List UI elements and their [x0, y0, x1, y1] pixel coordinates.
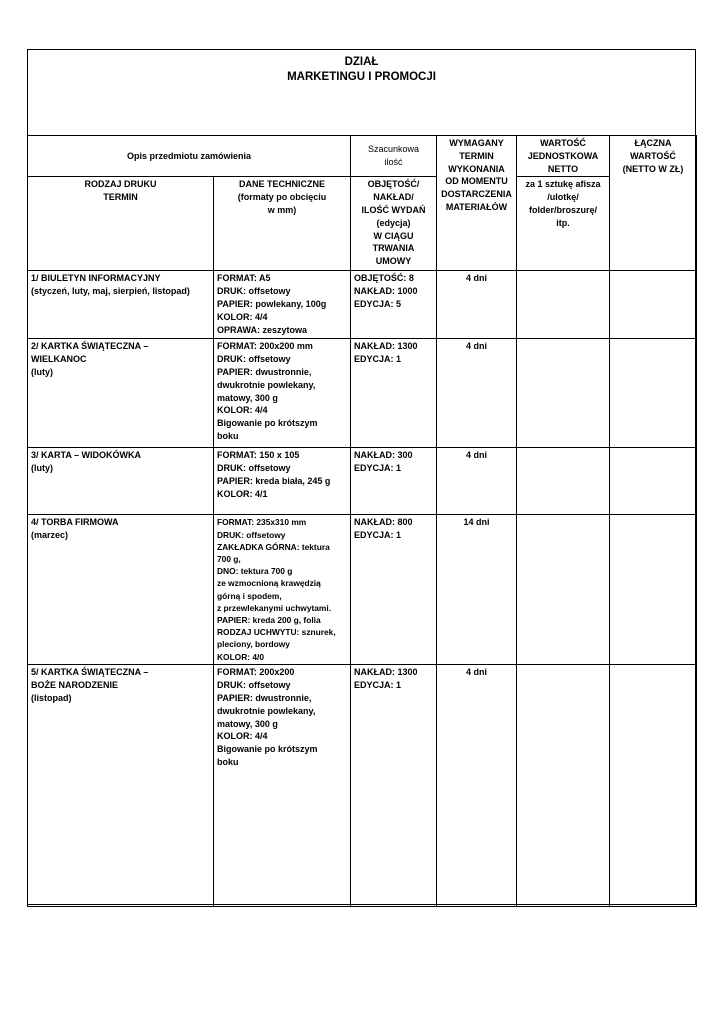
table-row	[28, 515, 697, 665]
row-laczna	[610, 339, 697, 448]
row-termin: 4 dni	[437, 339, 517, 448]
row-rodzaj: 4/ TORBA FIRMOWA (marzec)	[28, 515, 214, 665]
row-dane: FORMAT: 200x200 mm DRUK: offsetowy PAPIER: dwustronnie, dwukrotnie powlekany, matowy, 300 g KOLOR: 4/4 Bigowanie po krótszym boku	[214, 339, 351, 448]
department-title	[28, 50, 695, 136]
row-wartosc	[517, 271, 610, 339]
col-rodzaj: RODZAJ DRUKU TERMIN	[28, 177, 214, 271]
table-row	[28, 665, 697, 907]
row-ilosc: OBJĘTOŚĆ: 8 NAKŁAD: 1000 EDYCJA: 5	[351, 271, 437, 339]
row-laczna	[610, 665, 697, 907]
row-rodzaj: 1/ BIULETYN INFORMACYJNY (styczeń, luty, maj, sierpień, listopad)	[28, 271, 214, 339]
col-dane: DANE TECHNICZNE (formaty po obcięciu w mm)	[214, 177, 351, 271]
col-objetosc: OBJĘTOŚĆ/ NAKŁAD/ ILOŚĆ WYDAŃ (edycja) W CIĄGU TRWANIA UMOWY	[351, 177, 437, 271]
row-rodzaj: 2/ KARTKA ŚWIĄTECZNA – WIELKANOC (luty)	[28, 339, 214, 448]
row-wartosc	[517, 339, 610, 448]
col-wartosc: WARTOŚĆ JEDNOSTKOWA NETTO	[517, 136, 610, 177]
row-termin: 14 dni	[437, 515, 517, 665]
order-table	[27, 135, 697, 907]
row-wartosc	[517, 515, 610, 665]
col-za-sztuke: za 1 sztukę afisza /ulotkę/ folder/broszurę/ itp.	[517, 177, 610, 271]
document-frame	[27, 49, 696, 905]
col-szacunkowa: Szacunkowa ilość	[351, 136, 437, 177]
row-termin: 4 dni	[437, 665, 517, 907]
table-row	[28, 339, 697, 448]
table-row	[28, 448, 697, 515]
header-row-1	[28, 136, 697, 177]
col-termin: WYMAGANY TERMIN WYKONANIA OD MOMENTU DOSTARCZENIA MATERIAŁÓW	[437, 136, 517, 271]
row-rodzaj: 5/ KARTKA ŚWIĄTECZNA – BOŻE NARODZENIE (listopad)	[28, 665, 214, 907]
row-laczna	[610, 271, 697, 339]
row-laczna	[610, 515, 697, 665]
row-ilosc: NAKŁAD: 800 EDYCJA: 1	[351, 515, 437, 665]
row-dane: FORMAT: A5 DRUK: offsetowy PAPIER: powlekany, 100g KOLOR: 4/4 OPRAWA: zeszytowa	[214, 271, 351, 339]
col-laczna: ŁĄCZNA WARTOŚĆ (NETTO W ZŁ)	[610, 136, 697, 271]
row-wartosc	[517, 448, 610, 515]
row-wartosc	[517, 665, 610, 907]
title-line-1: DZIAŁ	[344, 56, 379, 68]
row-ilosc: NAKŁAD: 1300 EDYCJA: 1	[351, 665, 437, 907]
row-ilosc: NAKŁAD: 300 EDYCJA: 1	[351, 448, 437, 515]
row-termin: 4 dni	[437, 448, 517, 515]
row-dane: FORMAT: 235x310 mm DRUK: offsetowy ZAKŁADKA GÓRNA: tektura 700 g, DNO: tektura 700 g ze wzmocnioną krawędzią górną i spodem, z przewlekanymi uchwytami. PAPIER: kreda 200 g, folia RODZAJ UCHWYTU: sznurek, pleciony, bordowy KOLOR: 4/0	[214, 515, 351, 665]
row-dane: FORMAT: 200x200 DRUK: offsetowy PAPIER: dwustronnie, dwukrotnie powlekany, matowy, 300 g KOLOR: 4/4 Bigowanie po krótszym boku	[214, 665, 351, 907]
row-ilosc: NAKŁAD: 1300 EDYCJA: 1	[351, 339, 437, 448]
header-row-2	[28, 177, 697, 271]
row-dane: FORMAT: 150 x 105 DRUK: offsetowy PAPIER: kreda biała, 245 g KOLOR: 4/1	[214, 448, 351, 515]
row-termin: 4 dni	[437, 271, 517, 339]
table-row	[28, 271, 697, 339]
row-rodzaj: 3/ KARTA – WIDOKÓWKA (luty)	[28, 448, 214, 515]
title-line-2: MARKETINGU I PROMOCJI	[287, 71, 436, 83]
row-laczna	[610, 448, 697, 515]
col-opis: Opis przedmiotu zamówienia	[28, 136, 351, 177]
